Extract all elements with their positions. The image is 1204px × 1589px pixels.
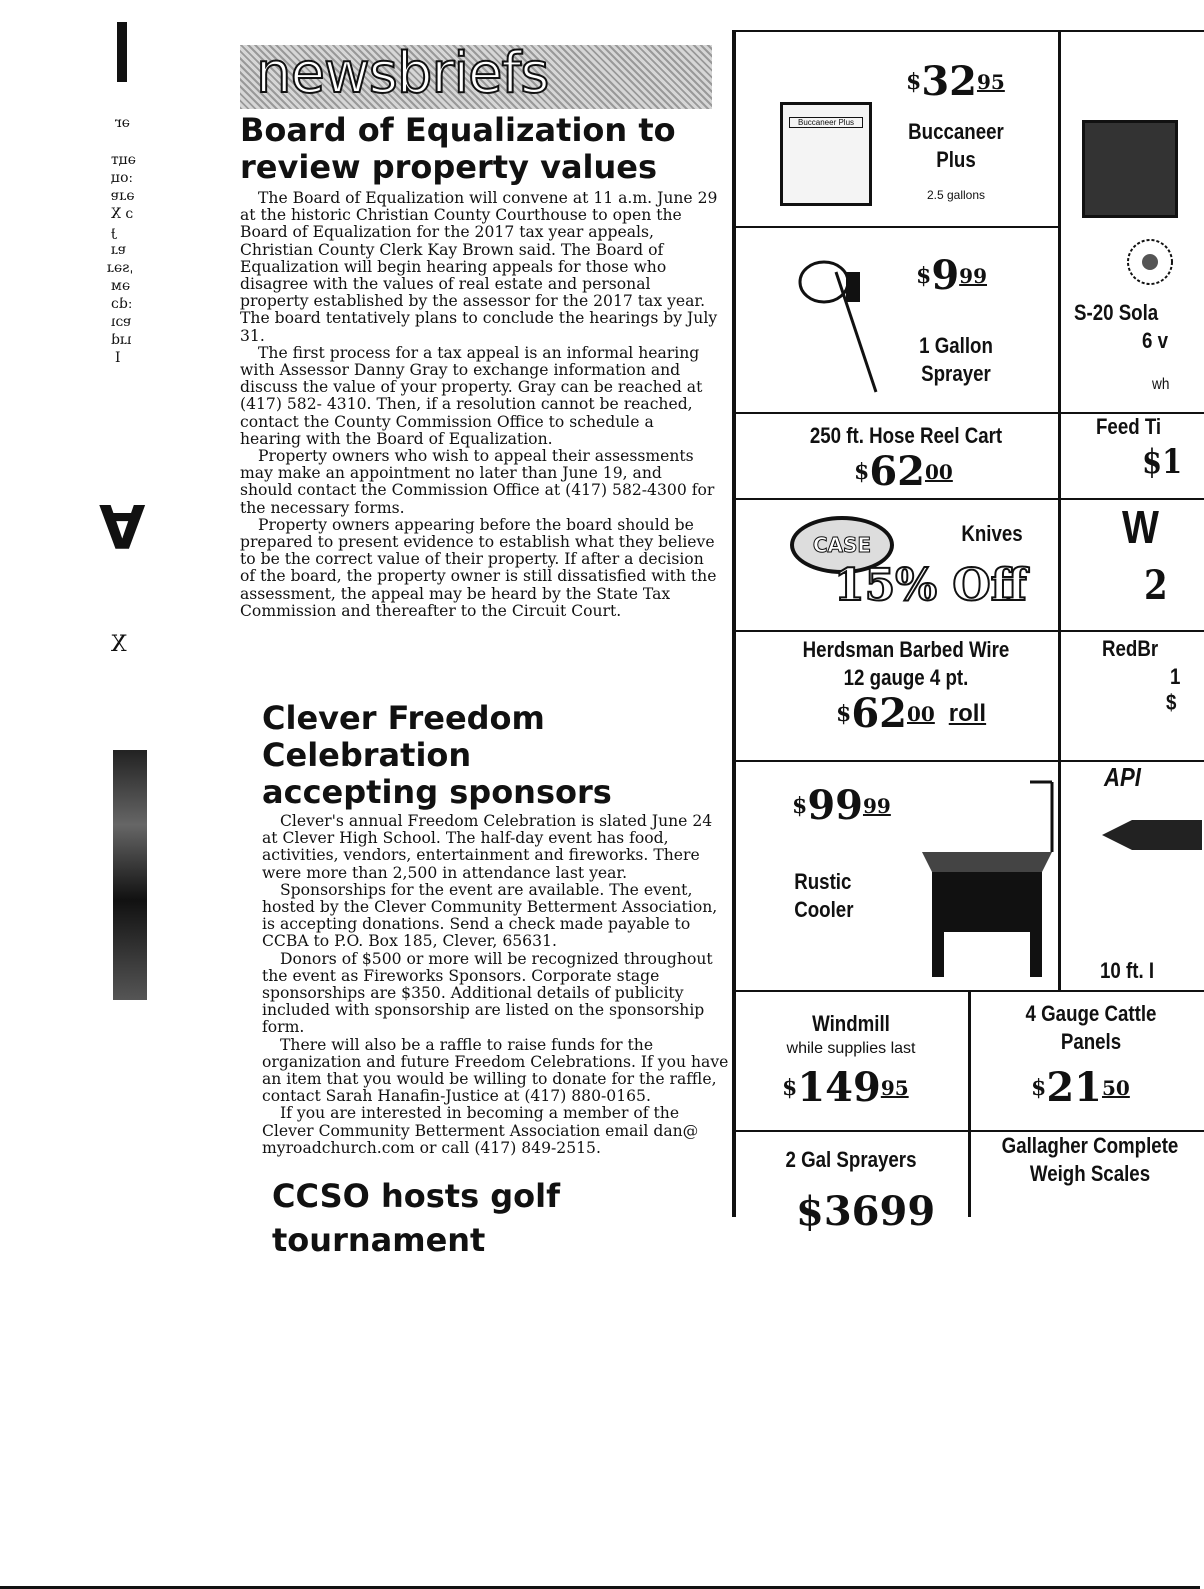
product-name: Gallagher Complete Weigh Scales — [1001, 1133, 1179, 1186]
store-advertisement — [732, 30, 1204, 1235]
ad-cell-rustic-cooler — [736, 762, 1204, 992]
article-body — [262, 813, 732, 1157]
scrap-text: ɔ X — [111, 206, 134, 222]
article-headline — [240, 112, 718, 186]
ad-cell-barbed-wire — [736, 632, 1204, 762]
price-barbed-wire: $^{\$}62^{00}$ $^{roll}$ — [836, 690, 987, 737]
scrap-text: X — [111, 632, 127, 657]
scrap-dark-patch — [113, 750, 147, 1000]
product-box-image-partial — [1082, 120, 1178, 218]
article-paragraph: The Board of Equalization will convene at 11 a.m. June 29 at the historic Christian County Courthouse to open the Board of Equalization for the 2017 tax year appeals, Christian County Clerk Kay Brown said. The Board of Equalization will begin hearing appeals for those who disagree with the values of real estate and personal property established by the assessor for the 2017 tax year. The board tentatively plans to conclude the hearings by July 31. — [240, 189, 718, 345]
article-paragraph: Property owners appearing before the board should be prepared to present evidence to establish what they believe to be the correct value of their property. If after a decision of the board, the property owner is still dissatisfied with the assessment, the appeal may be heard by the State Tax Commission and thereafter to the Circuit Court. — [240, 515, 717, 620]
scrap-mark-top — [117, 22, 127, 82]
headline-line: Board of Equalization to — [240, 111, 676, 149]
article-paragraph: Sponsorships for the event are available. The event, hosted by the Clever Community Betterment Association, is accepting donations. Send a check made payable to CCBA to P.O. Box 185, Clever, 65631. — [262, 880, 718, 951]
scrap-text: ːdɔ — [111, 296, 133, 312]
product-box-image — [780, 102, 872, 206]
price-cooler: $^{\$}99^{99}$ — [792, 782, 891, 829]
product-name: 4 Gauge Cattle Panels — [1025, 1001, 1157, 1054]
scrap-text: ɐɹ — [111, 242, 127, 258]
product-size: 2.5 gallons — [926, 188, 986, 202]
product-name-partial: Feed Ti — [1096, 414, 1162, 439]
ad-cell-gallagher — [971, 1132, 1204, 1217]
case-logo: CASE — [790, 516, 894, 574]
product-name-partial: RedBr — [1102, 636, 1159, 661]
product-name: Herdsman Barbed Wire 12 gauge 4 pt. — [802, 637, 1010, 690]
product-name: Knives — [961, 521, 1023, 546]
article-paragraph: Donors of $500 or more will be recognized throughout the event as Fireworks Sponsors. Corporate stage sponsorships are $350. Additional details of publicity included with sponsorship are listed on the sponsorship form. — [262, 949, 713, 1037]
scrap-text: I — [115, 350, 121, 366]
product-note: while supplies last — [786, 1040, 916, 1057]
scrap-text: ıɹd — [111, 332, 132, 348]
product-name-partial: 10 ft. I — [1100, 958, 1155, 983]
product-name: Windmill — [812, 1011, 890, 1036]
article-body — [240, 190, 718, 620]
ad-cell-2gal-sprayers — [736, 1132, 968, 1235]
product-name-partial: W — [1122, 501, 1159, 553]
discount-text: 15% Off — [834, 560, 1027, 611]
product-image-partial — [1102, 820, 1202, 850]
article-paragraph: There will also be a raffle to raise funds for the organization and future Freedom Celebrations. If you have an item that you would be willing to donate for the raffle, contact Sarah Hanafin-Justice at (417) 880-0165. — [262, 1035, 729, 1106]
price-partial: 2 — [1144, 562, 1168, 609]
ad-cell-sprayer — [736, 228, 1204, 414]
article-ccso-golf — [272, 1174, 742, 1259]
article-headline: CCSO hosts golf tournament — [272, 1177, 561, 1259]
ad-cell-cattle-panels — [971, 992, 1204, 1132]
price-partial: $ — [1166, 690, 1177, 715]
scrap-text: ːоц — [111, 170, 134, 186]
article-board-of-equalization — [240, 112, 718, 620]
left-margin-scraps — [99, 20, 175, 1120]
product-name: 2 Gal Sprayers — [785, 1147, 917, 1172]
price-partial: $3699 — [796, 1188, 936, 1235]
scrap-text: ɐɔı — [111, 314, 132, 330]
sprayer-image — [786, 242, 906, 402]
headline-line: review property values — [240, 148, 658, 186]
article-headline — [262, 700, 732, 811]
ad-cell-windmill — [736, 992, 968, 1132]
article-paragraph: If you are interested in becoming a member of the Clever Community Betterment Association email dan@ myroadchurch.com or call (417) 849-2515. — [262, 1104, 699, 1157]
scrap-text: ɟ — [111, 224, 116, 240]
product-name-partial: S-20 Sola — [1074, 300, 1159, 325]
product-name-partial: API — [1104, 762, 1141, 792]
article-paragraph: The first process for a tax appeal is an informal hearing with Assessor Danny Gray to exchange information and discuss the value of your property. Gray can be reached at (417) 582- 4310. Then, if a resolution cannot be reached, contact the County Commission Office to schedule a hearing with the Board of Equalization. — [240, 343, 703, 448]
price-partial: $1 — [1142, 442, 1183, 482]
scrap-text: əцт — [111, 152, 137, 168]
price-hose: $^{\$}62^{00}$ — [854, 448, 953, 495]
product-name-partial: wh — [1152, 376, 1170, 393]
product-name: Rustic Cooler — [794, 869, 854, 922]
scrap-text: əɹɐ — [111, 188, 135, 204]
article-paragraph: Property owners who wish to appeal their assessments may make an appointment no later than June 19, and should contact the Commission Office at (417) 582-4300 for the necessary forms. — [240, 447, 715, 517]
product-name-partial: 1 — [1170, 664, 1181, 689]
scrap-text: ər — [115, 115, 130, 131]
scrap-text: ˌsəɹ — [107, 260, 134, 276]
product-name: Buccaneer Plus — [908, 119, 1004, 172]
product-name-partial: 6 v — [1142, 328, 1169, 353]
ad-cell-hose-reel — [736, 414, 1204, 500]
price-buccaneer: $^{\$}32^{95}$ — [906, 58, 1005, 105]
headline-line: Clever Freedom Celebration — [262, 699, 545, 774]
box-label: Buccaneer Plus — [789, 117, 863, 128]
ad-cell-knives — [736, 500, 1204, 632]
headline-line: accepting sponsors — [262, 773, 612, 811]
product-name: 1 Gallon Sprayer — [919, 333, 993, 386]
solar-charger-image — [1106, 232, 1186, 292]
scrap-text: əм — [111, 278, 131, 294]
price-windmill: $^{\$}149^{95}$ — [782, 1064, 909, 1111]
ad-cell-buccaneer — [736, 32, 1058, 228]
article-clever-freedom-celebration — [262, 700, 732, 1157]
article-paragraph: Clever's annual Freedom Celebration is slated June 24 at Clever High School. The half-day event has food, activities, vendors, entertainment and fireworks. There were more than 2,500 in attendance last year. — [262, 812, 713, 882]
scrap-large-letter: A — [99, 490, 146, 560]
price-sprayer: $^{\$}9^{99}$ — [916, 252, 987, 299]
banner-title: newsbriefs — [256, 41, 549, 106]
cooler-image — [912, 772, 1062, 982]
newsbriefs-banner — [240, 41, 712, 109]
price-cattle-panels: $^{\$}21^{50}$ — [1031, 1064, 1130, 1111]
product-name: 250 ft. Hose Reel Cart — [809, 423, 1003, 448]
